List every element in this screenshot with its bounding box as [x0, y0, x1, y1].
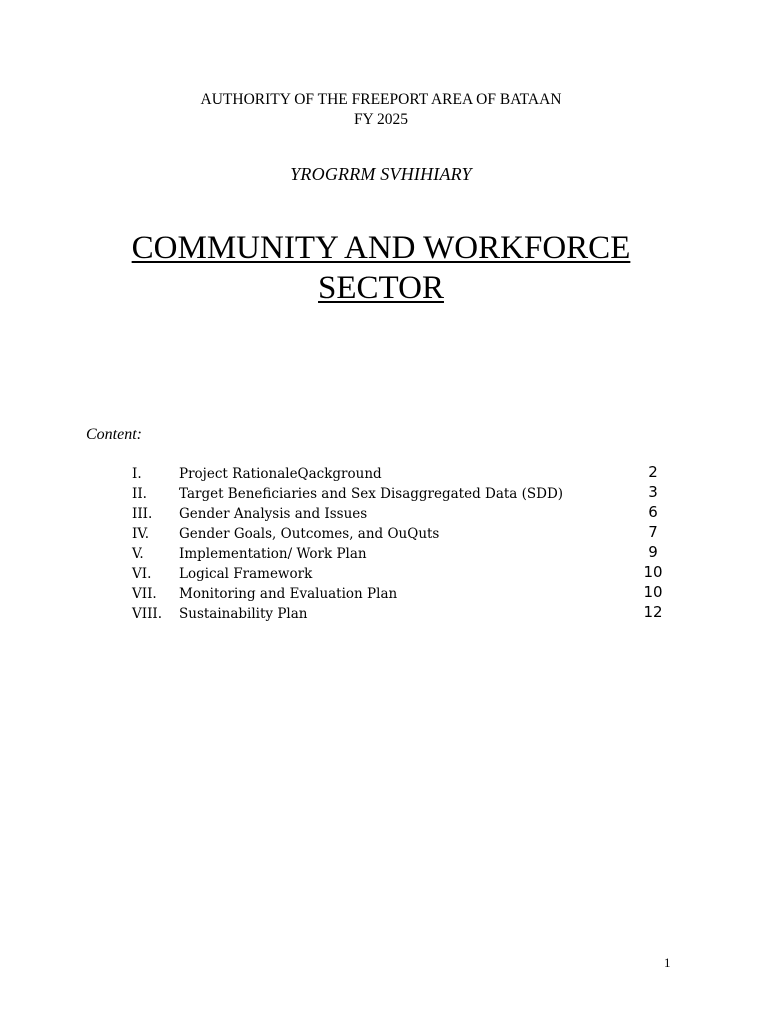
toc-item-page: 6 — [648, 503, 658, 521]
toc-item-title: Gender Analysis and Issues — [179, 506, 368, 522]
toc-item-title: Gender Goals, Outcomes, and OuQuts — [179, 526, 440, 542]
toc-item-page: 9 — [648, 543, 658, 561]
toc-item-number: V. — [132, 546, 144, 562]
toc-item — [130, 604, 670, 624]
toc-item-number: VIII. — [132, 606, 163, 622]
toc-item-title: Monitoring and Evaluation Plan — [179, 586, 398, 602]
toc-item-title: Implementation/ Work Plan — [179, 546, 367, 562]
toc-item-number: III. — [132, 506, 153, 522]
toc-item — [130, 544, 670, 564]
toc-item-number: VI. — [132, 566, 152, 582]
authority-heading: AUTHORITY OF THE FREEPORT AREA OF BATAAN — [200, 91, 562, 108]
toc-item-page: 3 — [648, 483, 658, 501]
sector-title — [0, 228, 762, 308]
toc-item-number: IV. — [132, 526, 150, 542]
toc-item-title: Sustainability Plan — [179, 606, 308, 622]
toc-item-title: Logical Framework — [179, 566, 313, 582]
sector-title-line-1: COMMUNITY AND WORKFORCE — [131, 230, 631, 266]
toc-item — [130, 484, 670, 504]
toc-item-page: 2 — [648, 463, 658, 481]
toc-item-page: 10 — [643, 583, 663, 601]
toc-item-number: VII. — [132, 586, 157, 602]
toc-item — [130, 464, 670, 484]
toc-item-number: I. — [132, 466, 142, 482]
toc-item-title: Project RationaleQackground — [179, 466, 382, 482]
fiscal-year: FY 2025 — [353, 111, 409, 128]
toc-item — [130, 564, 670, 584]
toc-item-number: II. — [132, 486, 147, 502]
toc-item-page: 10 — [643, 563, 663, 581]
contents-label: Content: — [86, 426, 142, 443]
sector-title-line-2: SECTOR — [318, 270, 444, 306]
program-summary-heading: YROGRRM SVHIHIARY — [290, 164, 472, 184]
table-of-contents — [130, 464, 670, 624]
toc-item — [130, 584, 670, 604]
toc-item-page: 7 — [648, 523, 658, 541]
toc-item — [130, 504, 670, 524]
toc-item-title: Target Beneficiaries and Sex Disaggregated Data (SDD) — [179, 486, 564, 502]
toc-item — [130, 524, 670, 544]
toc-item-page: 12 — [643, 603, 663, 621]
page-number: 1 — [664, 955, 671, 970]
